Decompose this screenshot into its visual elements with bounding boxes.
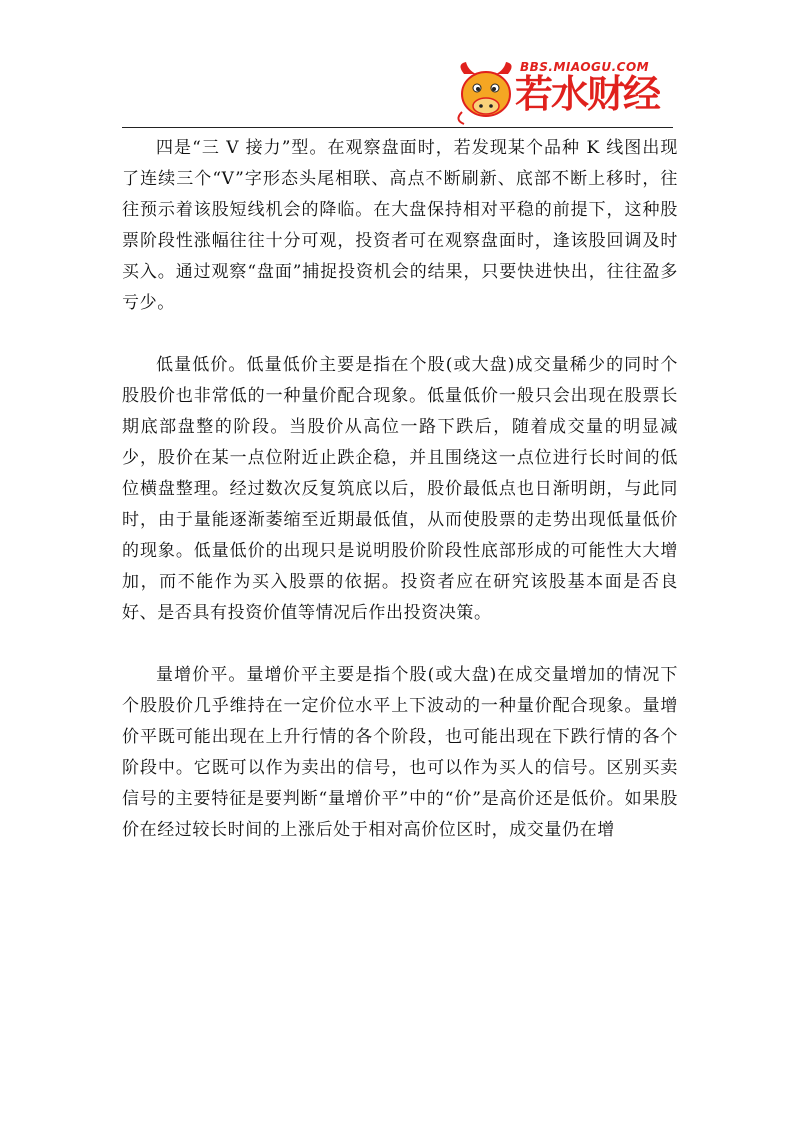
document-body [122, 133, 678, 846]
page-header [0, 0, 794, 128]
logo-url-text: BBS.MIAOGU.COM [520, 60, 650, 74]
header-divider [122, 127, 673, 128]
paragraph-three-v-relay: 四是“三 V 接力”型。在观察盘面时，若发现某个品种 K 线图出现了连续三个“V”字形态头尾相联、高点不断刷新、底部不断上移时，往往预示着该股短线机会的降临。在大盘保持相对平稳的前提下，这种股票阶段性涨幅往往十分可观，投资者可在观察盘面时，逢该股回调及时买入。通过观察“盘面”捕捉投资机会的结果，只要快进快出，往往盈多亏少。 [122, 138, 678, 313]
paragraph-low-volume-low-price: 低量低价。低量低价主要是指在个股(或大盘)成交量稀少的同时个股股价也非常低的一种量价配合现象。低量低价一般只会出现在股票长期底部盘整的阶段。当股价从高位一路下跌后，随着成交量的明显减少，股价在某一点位附近止跌企稳，并且围绕这一点位进行长时间的低位横盘整理。经过数次反复筑底以后，股价最低点也日渐明朗，与此同时，由于量能逐渐萎缩至近期最低值，从而使股票的走势出现低量低价的现象。低量低价的出现只是说明股价阶段性底部形成的可能性大大增加，而不能作为买入股票的依据。投资者应在研究该股基本面是否良好、是否具有投资价值等情况后作出投资决策。 [122, 355, 678, 623]
paragraph-spacer [122, 629, 678, 660]
paragraph-spacer [122, 319, 678, 350]
paragraph-volume-up-price-flat: 量增价平。量增价平主要是指个股(或大盘)在成交量增加的情况下个股股价几乎维持在一定价位水平上下波动的一种量价配合现象。量增价平既可能出现在上升行情的各个阶段，也可能出现在下跌行情的各个阶段中。它既可以作为卖出的信号，也可以作为买人的信号。区别买卖信号的主要特征是要判断“量增价平”中的“价”是高价还是低价。如果股价在经过较长时间的上涨后处于相对高价位区时，成交量仍在增 [122, 665, 678, 840]
logo-brand-name: 若水财经 [515, 72, 660, 116]
